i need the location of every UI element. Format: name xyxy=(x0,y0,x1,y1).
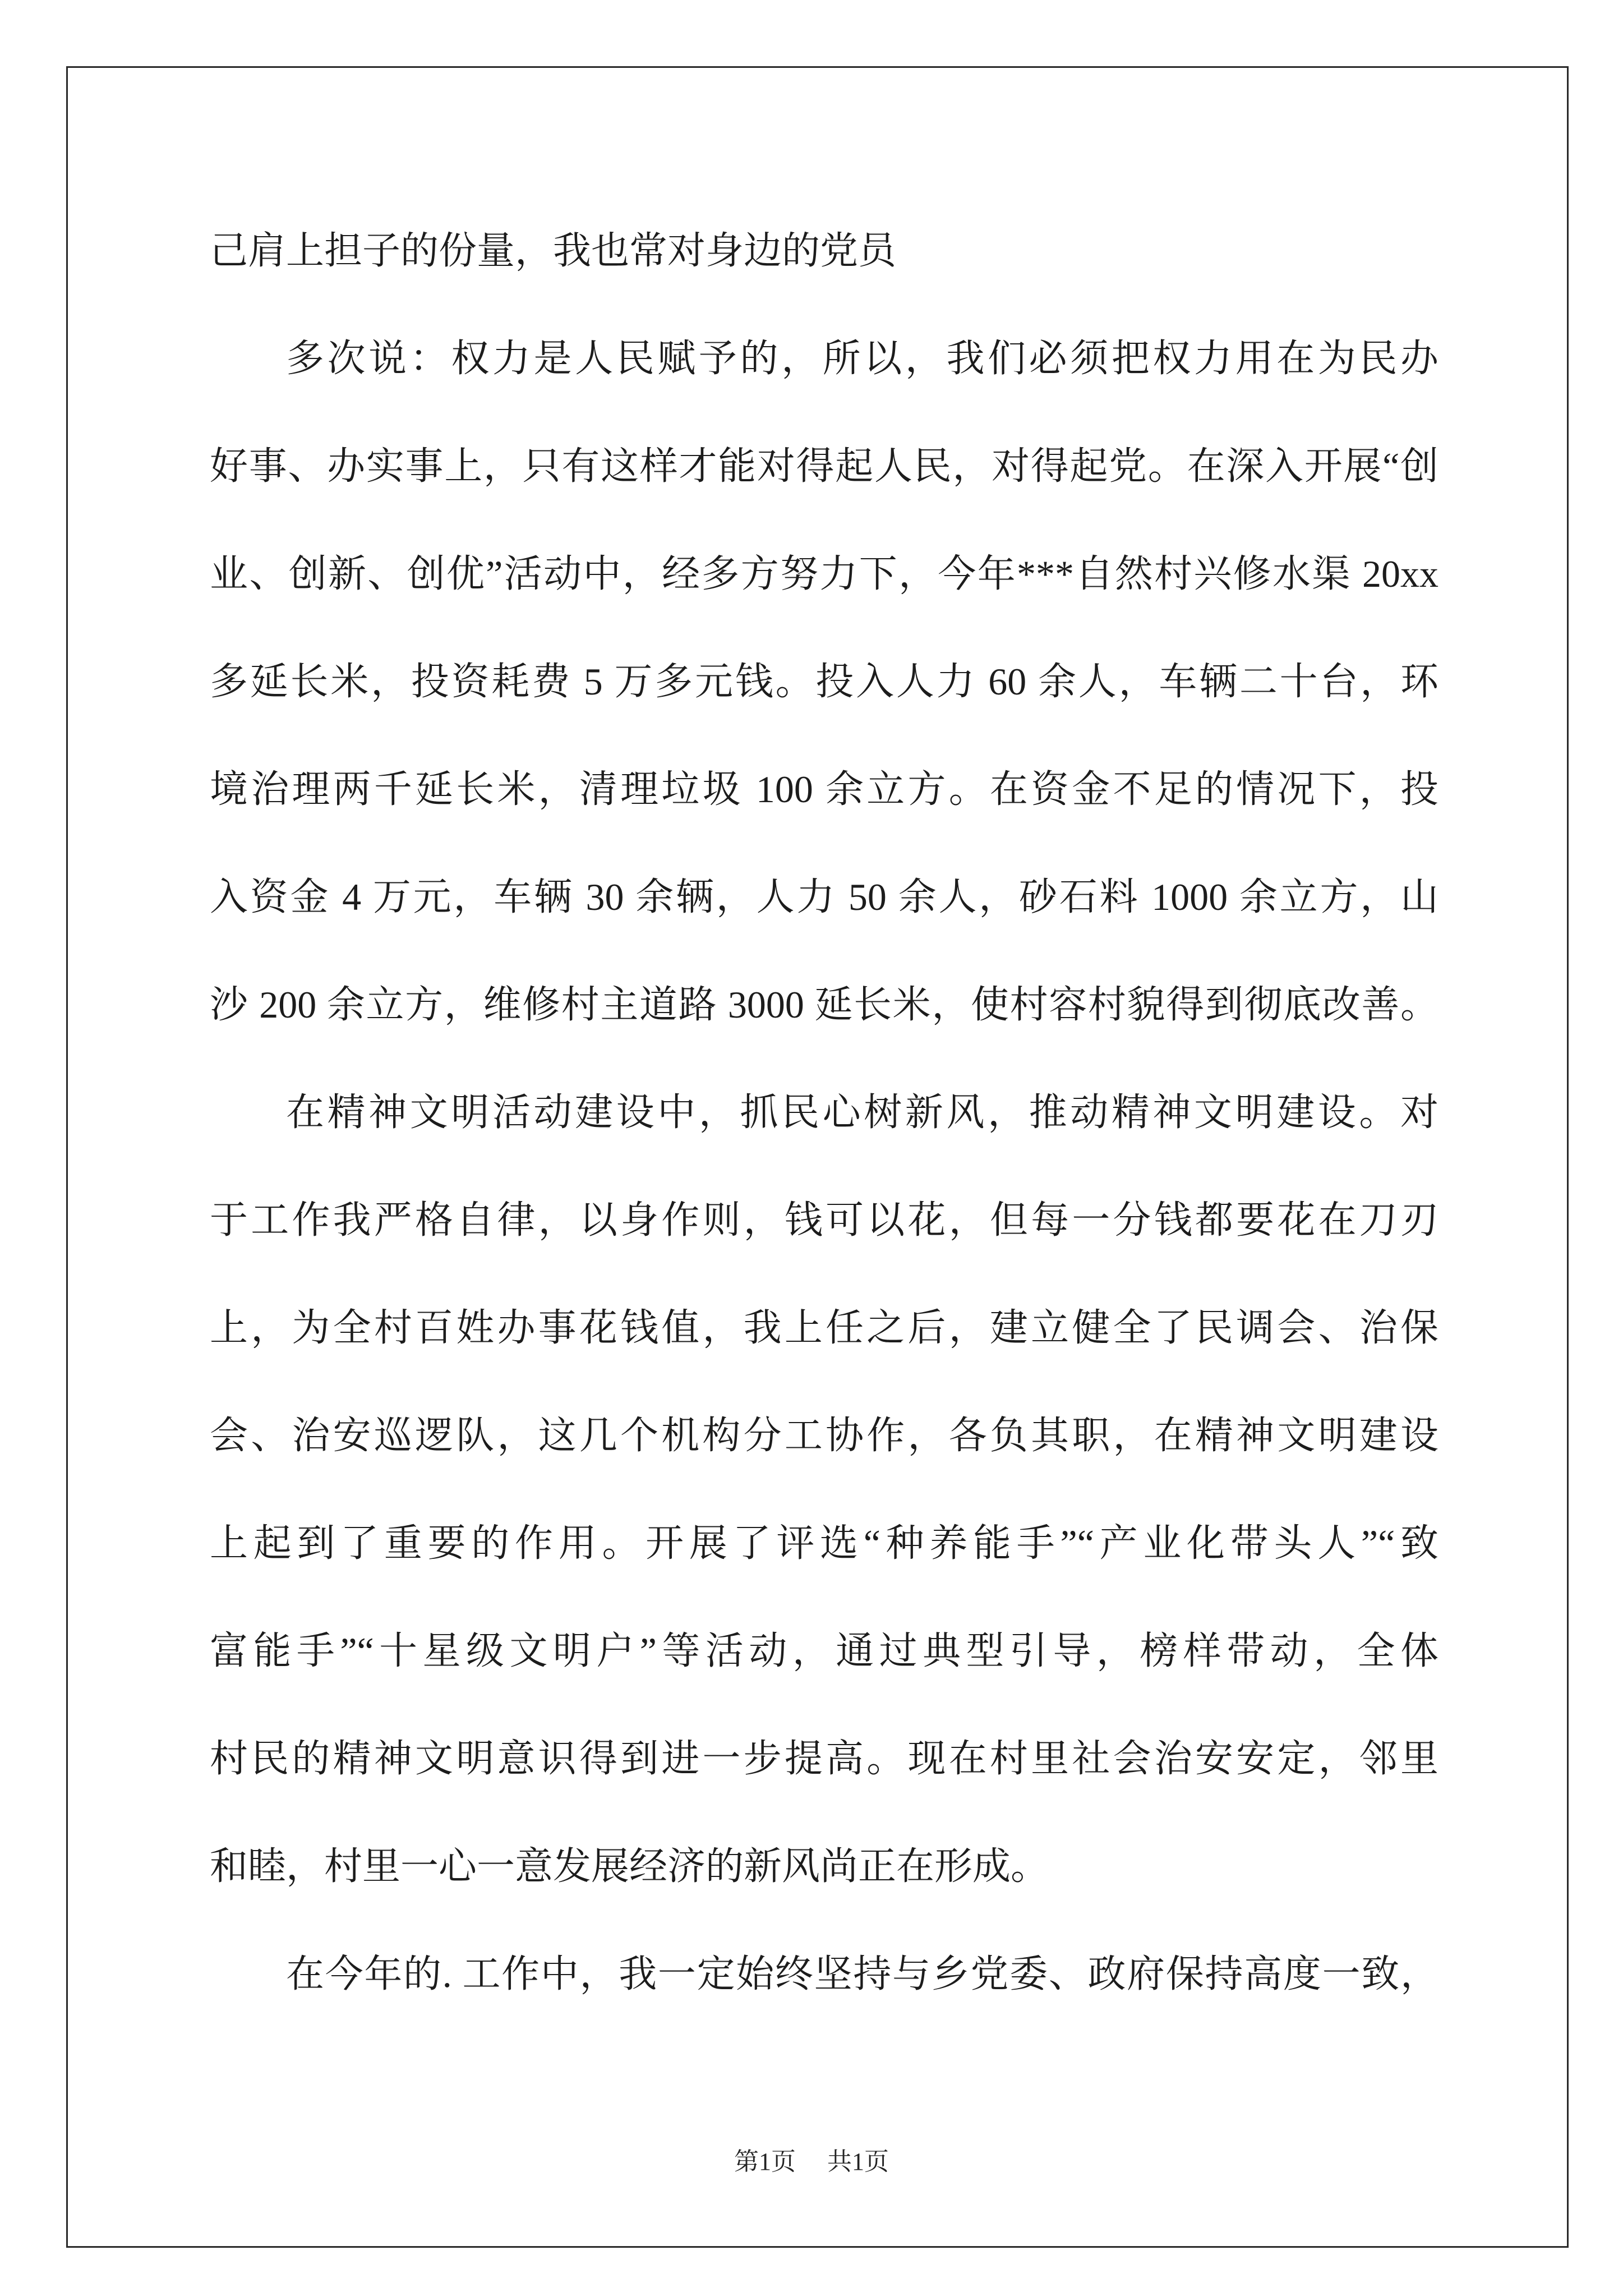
text-line: 会、治安巡逻队，这几个机构分工协作，各负其职，在精神文明建设 xyxy=(210,1414,1438,1457)
page-count-total: 共1页 xyxy=(827,2148,889,2175)
text-line: 于工作我严格自律，以身作则，钱可以花，但每一分钱都要花在刀刃 xyxy=(210,1199,1438,1241)
text-line: 业、创新、创优”活动中，经多方努力下，今年***自然村兴修水渠 20xx xyxy=(210,553,1438,595)
text-line: 富能手”“十星级文明户”等活动，通过典型引导，榜样带动，全体 xyxy=(210,1630,1438,1672)
text-line: 沙 200 余立方，维修村主道路 3000 延长米，使村容村貌得到彻底改善。 xyxy=(210,983,1438,1026)
text-line: 和睦，村里一心一意发展经济的新风尚正在形成。 xyxy=(210,1845,1049,1888)
text-line: 上起到了重要的作用。开展了评选“种养能手”“产业化带头人”“致 xyxy=(210,1522,1438,1565)
paragraph xyxy=(210,305,1438,1059)
text-line: 在今年的. 工作中，我一定始终坚持与乡党委、政府保持高度一致， xyxy=(286,1953,1438,1995)
text-line: 上，为全村百姓办事花钱值，我上任之后，建立健全了民调会、治保 xyxy=(210,1306,1438,1349)
text-line: 多延长米，投资耗费 5 万多元钱。投入人力 60 余人，车辆二十台，环 xyxy=(210,660,1438,703)
page-number-current: 第1页 xyxy=(734,2148,796,2175)
text-line: 境治理两千延长米，清理垃圾 100 余立方。在资金不足的情况下，投 xyxy=(210,768,1438,811)
text-line: 己肩上担子的份量，我也常对身边的党员 xyxy=(210,229,897,272)
text-line: 在精神文明活动建设中，抓民心树新风，推动精神文明建设。对 xyxy=(286,1091,1438,1134)
text-line: 入资金 4 万元，车辆 30 余辆，人力 50 余人，砂石料 1000 余立方，山 xyxy=(210,876,1438,918)
text-line: 好事、办实事上，只有这样才能对得起人民，对得起党。在深入开展“创 xyxy=(210,445,1438,487)
text-line: 村民的精神文明意识得到进一步提高。现在村里社会治安安定，邻里 xyxy=(210,1737,1438,1780)
paragraph xyxy=(210,1920,1438,2028)
text-line: 多次说：权力是人民赋予的，所以，我们必须把权力用在为民办 xyxy=(286,337,1438,380)
paragraph xyxy=(210,1059,1438,1920)
document-body xyxy=(210,197,1438,2028)
paragraph xyxy=(210,197,1438,305)
page-footer xyxy=(0,2146,1623,2178)
